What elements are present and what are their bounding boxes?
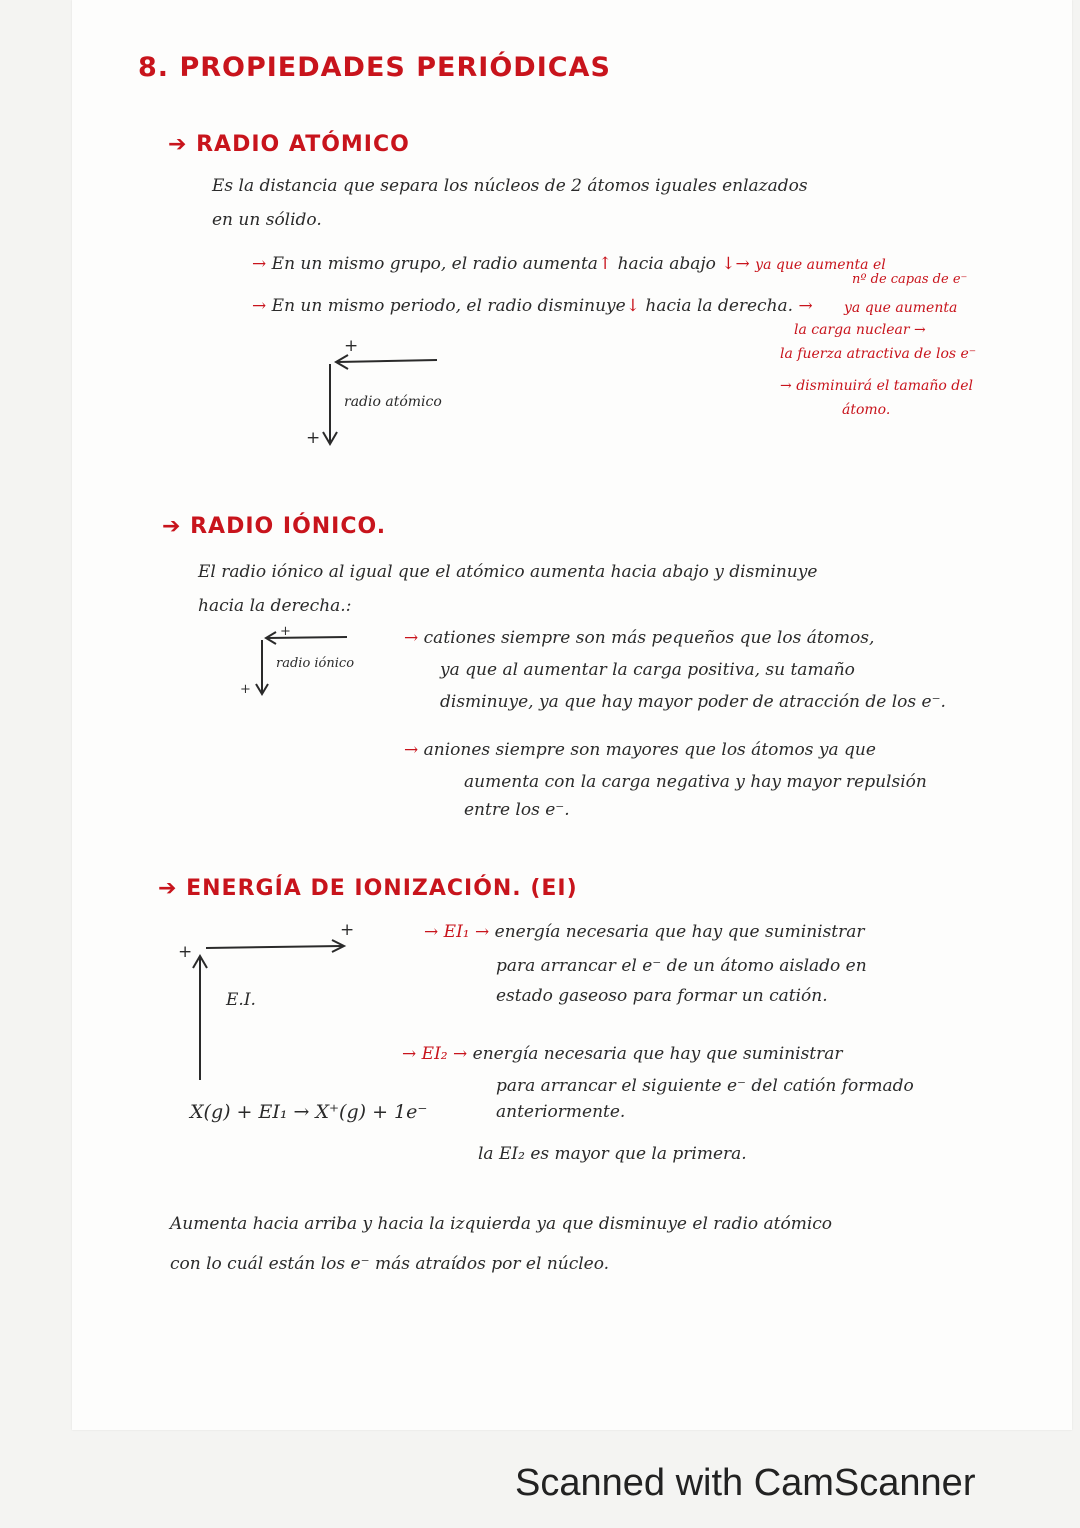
- ei2-line-1: → EI₂ → energía necesaria que hay que suministrar: [402, 1044, 843, 1064]
- diagram-label: radio iónico: [276, 656, 355, 671]
- ionization-equation: X(g) + EI₁ → X⁺(g) + 1e⁻: [190, 1101, 428, 1123]
- diagram-label: E.I.: [226, 990, 256, 1010]
- note-atomo: átomo.: [842, 402, 891, 418]
- diagram-label: radio atómico: [344, 394, 442, 410]
- aniones-line-2: aumenta con la carga negativa y hay mayor repulsión: [464, 772, 927, 792]
- aniones-line-1: → aniones siempre son mayores que los átomos ya que: [404, 740, 876, 760]
- arrow-right-icon: ➔: [162, 514, 182, 539]
- arrow-right-icon: →: [798, 296, 813, 316]
- arrow-down-icon: ↓: [625, 296, 640, 316]
- ei2-line-2: para arrancar el siguiente e⁻ del catión formado: [496, 1076, 914, 1096]
- page-title: 8. PROPIEDADES PERIÓDICAS: [138, 52, 611, 83]
- ei1-line-1: → EI₁ → energía necesaria que hay que suministrar: [424, 922, 865, 942]
- heading-energia-ionizacion: ➔ ENERGÍA DE IONIZACIÓN. (EI): [158, 876, 578, 901]
- arrow-right-icon: →: [735, 254, 750, 274]
- cationes-line-1: → cationes siempre son más pequeños que los átomos,: [404, 628, 875, 648]
- bullet-grupo: → En un mismo grupo, el radio aumenta↑ hacia abajo ↓→ ya que aumenta el: [252, 254, 886, 274]
- arrow-right-icon: →: [404, 628, 419, 648]
- cationes-line-3: disminuye, ya que hay mayor poder de atracción de los e⁻.: [440, 692, 946, 712]
- note-carga-nuclear: la carga nuclear →: [794, 322, 926, 338]
- heading-radio-atomico: ➔ RADIO ATÓMICO: [168, 132, 410, 157]
- note-aumenta: ya que aumenta: [844, 300, 958, 316]
- notebook-page: [72, 0, 1072, 1430]
- bullet-periodo: → En un mismo periodo, el radio disminuye↓ hacia la derecha. →: [252, 296, 813, 316]
- plus-sign: +: [306, 428, 321, 448]
- conclusion-line-1: Aumenta hacia arriba y hacia la izquierda ya que disminuye el radio atómico: [170, 1214, 833, 1234]
- cationes-line-2: ya que al aumentar la carga positiva, su tamaño: [440, 660, 855, 680]
- ionico-line-1: El radio iónico al igual que el atómico aumenta hacia abajo y disminuye: [198, 562, 818, 582]
- plus-sign: +: [280, 624, 291, 639]
- arrow-up-icon: ↑: [597, 254, 613, 274]
- plus-sign: +: [240, 682, 251, 697]
- ei1-line-3: estado gaseoso para formar un catión.: [496, 986, 828, 1006]
- arrow-down-icon: ↓: [721, 254, 736, 274]
- arrow-right-icon: →: [252, 254, 267, 274]
- ionico-line-2: hacia la derecha.:: [198, 596, 352, 616]
- conclusion-line-2: con lo cuál están los e⁻ más atraídos por el núcleo.: [170, 1254, 610, 1274]
- note-disminuira: → disminuirá el tamaño del: [780, 378, 973, 394]
- arrow-right-icon: →: [780, 378, 792, 394]
- plus-sign: +: [178, 942, 193, 962]
- arrow-right-icon: →: [402, 1044, 417, 1064]
- heading-radio-ionico: ➔ RADIO IÓNICO.: [162, 514, 387, 539]
- ei2-line-3: anteriormente.: [496, 1102, 626, 1122]
- aniones-line-3: entre los e⁻.: [464, 800, 570, 820]
- note-capas: nº de capas de e⁻: [852, 272, 968, 287]
- ei2-note: la EI₂ es mayor que la primera.: [478, 1144, 747, 1164]
- arrow-right-icon: ➔: [168, 132, 188, 157]
- arrow-right-icon: →: [914, 322, 926, 338]
- arrow-right-icon: →: [252, 296, 267, 316]
- arrow-right-icon: →: [404, 740, 419, 760]
- arrow-right-icon: →: [453, 1044, 468, 1064]
- arrow-right-icon: →: [475, 922, 490, 942]
- plus-sign: +: [340, 920, 355, 940]
- ei1-line-2: para arrancar el e⁻ de un átomo aislado en: [496, 956, 867, 976]
- plus-sign: +: [344, 336, 359, 356]
- arrow-right-icon: →: [424, 922, 439, 942]
- arrow-right-icon: ➔: [158, 876, 178, 901]
- camscanner-watermark: Scanned with CamScanner: [515, 1462, 976, 1504]
- def-line-1: Es la distancia que separa los núcleos de 2 átomos iguales enlazados: [212, 176, 808, 196]
- def-line-2: en un sólido.: [212, 210, 322, 230]
- note-fuerza: la fuerza atractiva de los e⁻: [780, 346, 977, 362]
